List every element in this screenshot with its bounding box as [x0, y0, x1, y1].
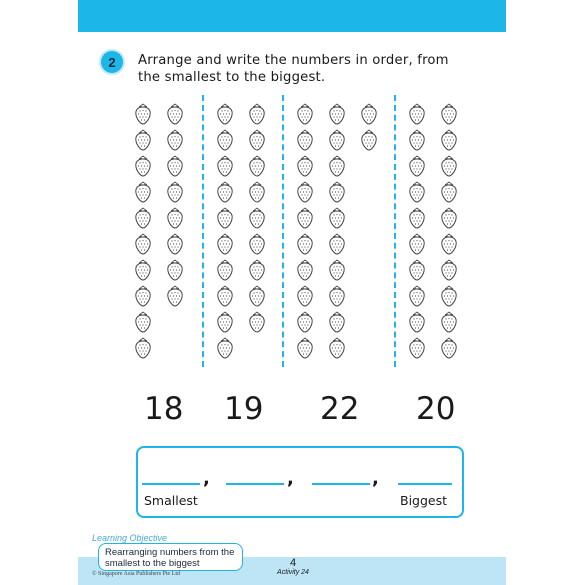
strawberry-icon — [360, 129, 378, 151]
strawberry-icon — [248, 285, 266, 307]
number-card: 18 — [144, 391, 184, 427]
strawberry-icon — [296, 259, 314, 281]
strawberry-icon — [328, 155, 346, 177]
strawberry-icon — [166, 285, 184, 307]
strawberry-icon — [166, 103, 184, 125]
strawberry-icon — [408, 207, 426, 229]
strawberry-icon — [408, 311, 426, 333]
strawberry-icon — [440, 285, 458, 307]
strawberry-icon — [216, 311, 234, 333]
strawberry-icon — [408, 181, 426, 203]
strawberry-icon — [248, 103, 266, 125]
strawberry-icon — [408, 103, 426, 125]
page-number: 4 — [289, 557, 297, 569]
strawberry-icon — [134, 155, 152, 177]
strawberry-icon — [248, 311, 266, 333]
strawberry-icon — [328, 181, 346, 203]
strawberry-icon — [134, 181, 152, 203]
strawberry-icon — [408, 233, 426, 255]
strawberry-icon — [328, 207, 346, 229]
strawberry-icon — [134, 285, 152, 307]
group-divider — [282, 95, 284, 367]
strawberry-icon — [134, 103, 152, 125]
strawberry-icon — [216, 337, 234, 359]
strawberry-icon — [408, 129, 426, 151]
learning-objective-label: Learning Objective — [92, 533, 168, 543]
strawberry-icon — [296, 285, 314, 307]
answer-separator: , — [203, 468, 210, 489]
answer-blank[interactable] — [142, 483, 200, 485]
smallest-label: Smallest — [144, 493, 198, 508]
strawberry-icon — [216, 285, 234, 307]
strawberry-icon — [440, 129, 458, 151]
strawberry-icon — [216, 129, 234, 151]
number-card: 19 — [224, 391, 264, 427]
strawberry-icon — [296, 311, 314, 333]
answer-separator: , — [372, 468, 379, 489]
strawberry-icon — [166, 233, 184, 255]
answer-separator: , — [287, 468, 294, 489]
biggest-label: Biggest — [400, 493, 448, 508]
strawberry-icon — [296, 337, 314, 359]
answer-blank[interactable] — [312, 483, 370, 485]
strawberry-icon — [296, 103, 314, 125]
strawberry-icon — [166, 129, 184, 151]
strawberry-icon — [134, 233, 152, 255]
question-instruction: Arrange and write the numbers in order, from the smallest to the biggest. — [138, 53, 449, 85]
strawberry-icon — [408, 285, 426, 307]
strawberry-icon — [134, 129, 152, 151]
activity-label: Activity 24 — [277, 569, 309, 576]
strawberry-icon — [216, 233, 234, 255]
strawberry-icon — [166, 259, 184, 281]
strawberry-icon — [166, 181, 184, 203]
strawberry-icon — [328, 129, 346, 151]
copyright-text: © Singapore Asia Publishers Pte Ltd — [92, 571, 181, 577]
group-divider — [202, 95, 204, 367]
strawberry-icon — [248, 129, 266, 151]
strawberry-icon — [328, 233, 346, 255]
strawberry-icon — [166, 155, 184, 177]
answer-blank[interactable] — [398, 483, 452, 485]
strawberry-icon — [440, 155, 458, 177]
worksheet-page — [78, 0, 506, 585]
strawberry-icon — [296, 181, 314, 203]
answer-blank[interactable] — [226, 483, 284, 485]
learning-objective-box: Rearranging numbers from the smallest to the biggest — [98, 543, 243, 571]
strawberry-icon — [248, 259, 266, 281]
strawberry-icon — [328, 311, 346, 333]
question-number-badge: 2 — [101, 51, 123, 73]
strawberry-icon — [166, 207, 184, 229]
strawberry-icon — [296, 155, 314, 177]
strawberry-icon — [440, 311, 458, 333]
strawberry-icon — [408, 337, 426, 359]
strawberry-icon — [216, 155, 234, 177]
strawberry-icon — [296, 233, 314, 255]
strawberry-icon — [408, 155, 426, 177]
header-bar — [78, 0, 506, 32]
strawberry-icon — [134, 259, 152, 281]
strawberry-icon — [328, 103, 346, 125]
strawberry-icon — [248, 181, 266, 203]
strawberry-icon — [360, 103, 378, 125]
strawberry-icon — [216, 259, 234, 281]
number-card: 20 — [416, 391, 456, 427]
strawberry-icon — [328, 285, 346, 307]
strawberry-icon — [248, 233, 266, 255]
strawberry-icon — [248, 155, 266, 177]
number-card: 22 — [320, 391, 360, 427]
strawberry-icon — [134, 207, 152, 229]
strawberry-icon — [328, 337, 346, 359]
strawberry-icon — [216, 181, 234, 203]
strawberry-icon — [440, 207, 458, 229]
strawberry-icon — [134, 311, 152, 333]
strawberry-icon — [248, 207, 266, 229]
strawberry-icon — [216, 103, 234, 125]
strawberry-icon — [296, 129, 314, 151]
strawberry-icon — [296, 207, 314, 229]
strawberry-icon — [440, 259, 458, 281]
strawberry-icon — [328, 259, 346, 281]
group-divider — [394, 95, 396, 367]
strawberry-icon — [440, 233, 458, 255]
strawberry-icon — [408, 259, 426, 281]
strawberry-icon — [440, 181, 458, 203]
strawberry-icon — [440, 337, 458, 359]
strawberry-icon — [134, 337, 152, 359]
strawberry-icon — [440, 103, 458, 125]
strawberry-icon — [216, 207, 234, 229]
